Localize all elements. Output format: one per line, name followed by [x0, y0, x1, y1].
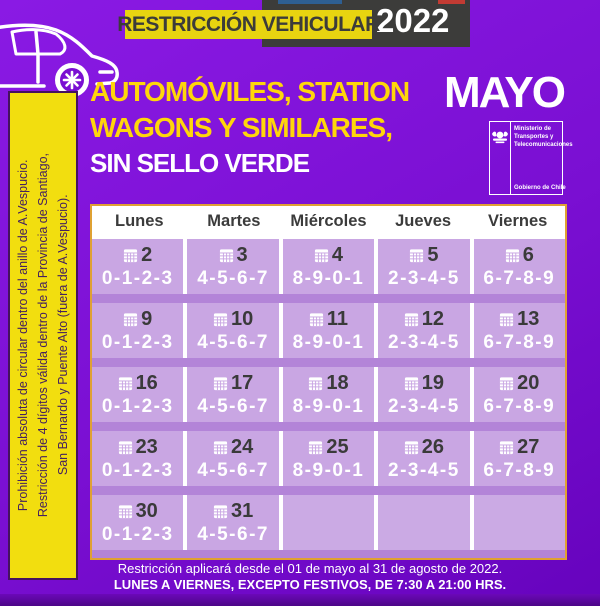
day-header-friday: Viernes [488, 211, 548, 230]
restricted-digits: 0-1-2-3 [101, 395, 174, 417]
calendar-cell [474, 431, 565, 486]
calendar-row [92, 367, 565, 422]
calendar-icon [213, 504, 228, 519]
ministry-name-line3: Telecomunicaciones [514, 141, 573, 148]
calendar-icon [219, 248, 234, 263]
calendar-cell [92, 431, 183, 486]
calendar-icon [118, 504, 133, 519]
restricted-digits: 8-9-0-1 [292, 331, 365, 353]
calendar-cell [283, 239, 374, 294]
calendar-day-headers [92, 206, 565, 239]
calendar-cell [187, 495, 278, 550]
title-line-1: AUTOMÓVILES, STATION [90, 76, 410, 107]
date-line [118, 500, 158, 523]
calendar-row [92, 495, 565, 550]
calendar-icon [308, 440, 323, 455]
calendar-cell [283, 367, 374, 422]
day-header-thursday: Jueves [395, 211, 452, 230]
calendar-icon [499, 376, 514, 391]
restricted-digits: 0-1-2-3 [101, 331, 174, 353]
date-line [308, 372, 348, 395]
calendar-cell [92, 367, 183, 422]
date-number: 27 [517, 435, 540, 458]
bottom-shade-strip [0, 594, 600, 606]
year-label: 2022 [376, 2, 450, 39]
calendar-cell-empty [378, 495, 469, 550]
restricted-digits: 0-1-2-3 [101, 523, 174, 545]
ministry-name-line1: Ministerio de [514, 126, 552, 132]
month-label: MAYO [444, 68, 564, 117]
day-header-tuesday: Martes [207, 211, 261, 230]
date-line [118, 436, 158, 459]
date-line [309, 308, 348, 331]
calendar-body [92, 239, 565, 550]
calendar-cell [474, 367, 565, 422]
date-line [118, 372, 158, 395]
restricted-digits: 8-9-0-1 [292, 459, 365, 481]
restricted-digits: 4-5-6-7 [197, 459, 269, 481]
calendar-cell [92, 495, 183, 550]
date-number: 10 [230, 307, 254, 330]
footer-line-2: LUNES A VIERNES, EXCEPTO FESTIVOS, DE 7:30 A 21:00 HRS. [113, 577, 507, 592]
calendar-cell [283, 303, 374, 358]
date-number: 30 [135, 499, 158, 522]
date-line [308, 436, 348, 459]
calendar-icon [213, 440, 228, 455]
date-line [404, 436, 444, 459]
restricted-digits: 8-9-0-1 [292, 395, 365, 417]
calendar-cell [92, 239, 183, 294]
sidebar-restriction-note [8, 91, 78, 580]
calendar-icon [309, 312, 324, 327]
date-line [409, 244, 438, 267]
calendar-cell [378, 303, 469, 358]
date-line [404, 372, 444, 395]
restricted-digits: 2-3-4-5 [388, 395, 460, 417]
date-number: 19 [421, 371, 445, 394]
title-line-3: SIN SELLO VERDE [90, 148, 310, 178]
calendar-row [92, 431, 565, 486]
banner-title: RESTRICCIÓN VEHICULAR [125, 10, 372, 39]
calendar-cell [187, 367, 278, 422]
calendar-cell [283, 431, 374, 486]
calendar-cell [187, 303, 278, 358]
calendar-icon [123, 248, 138, 263]
date-number: 26 [421, 435, 445, 458]
ministry-logo-text [511, 122, 575, 194]
date-line [505, 244, 534, 267]
sidebar-text [13, 153, 73, 517]
date-number: 4 [331, 243, 344, 266]
date-number: 16 [135, 371, 158, 394]
title-line-2: WAGONS Y SIMILARES, [90, 112, 393, 143]
restricted-digits: 8-9-0-1 [292, 267, 365, 289]
restricted-digits: 4-5-6-7 [197, 395, 269, 417]
calendar-icon [404, 440, 419, 455]
date-number: 31 [230, 499, 254, 522]
chile-coat-of-arms-icon [490, 122, 511, 194]
date-line [123, 244, 152, 267]
date-number: 3 [236, 243, 248, 266]
calendar-cell [378, 239, 469, 294]
calendar-icon [118, 440, 133, 455]
date-line [499, 372, 539, 395]
date-number: 11 [326, 307, 349, 330]
sidebar-line-2: Restricción de 4 dígitos válida dentro de la Provincia de Santiago, [36, 153, 50, 518]
calendar-icon [213, 376, 228, 391]
calendar-icon [409, 248, 424, 263]
date-number: 23 [135, 435, 158, 458]
date-number: 20 [517, 371, 540, 394]
date-line [213, 436, 253, 459]
date-number: 25 [326, 435, 349, 458]
restricted-digits: 4-5-6-7 [197, 331, 269, 353]
restricted-digits: 6-7-8-9 [483, 395, 556, 417]
calendar-icon [118, 376, 133, 391]
date-number: 17 [230, 371, 254, 394]
footer-note [40, 561, 580, 592]
day-header-monday: Lunes [115, 211, 164, 230]
calendar-icon [404, 376, 419, 391]
ministry-name [514, 126, 573, 149]
date-line [123, 308, 152, 331]
restricted-digits: 2-3-4-5 [388, 267, 460, 289]
date-number: 5 [427, 243, 439, 266]
calendar-icon [213, 312, 228, 327]
date-line [213, 308, 253, 331]
calendar-cell [187, 239, 278, 294]
ministry-name-line2: Transportes y [514, 133, 554, 140]
footer-line-1: Restricción aplicará desde el 01 de mayo al 31 de agosto de 2022. [117, 561, 503, 576]
restricted-digits: 6-7-8-9 [483, 459, 556, 481]
date-line [499, 308, 539, 331]
sidebar-line-1: Prohibición absoluta de circular dentro del anillo de A.Vespucio. [16, 159, 30, 512]
calendar-icon [123, 312, 138, 327]
date-number: 18 [326, 371, 349, 394]
restricted-digits: 6-7-8-9 [483, 331, 556, 353]
flag-strip-blue [278, 0, 342, 4]
date-line [219, 244, 248, 267]
calendar-row [92, 303, 565, 358]
restricted-digits: 2-3-4-5 [388, 331, 460, 353]
date-number: 9 [141, 307, 153, 330]
date-number: 6 [522, 243, 534, 266]
date-number: 24 [230, 435, 254, 458]
date-line [213, 372, 253, 395]
restriction-calendar [90, 204, 567, 560]
calendar-row [92, 239, 565, 294]
restricted-digits: 0-1-2-3 [101, 267, 174, 289]
calendar-icon [308, 376, 323, 391]
calendar-icon [499, 312, 514, 327]
date-line [213, 500, 253, 523]
calendar-cell-empty [474, 495, 565, 550]
calendar-icon [499, 440, 514, 455]
calendar-icon [404, 312, 419, 327]
calendar-cell [378, 367, 469, 422]
restricted-digits: 4-5-6-7 [197, 523, 269, 545]
restricted-digits: 4-5-6-7 [197, 267, 269, 289]
restricted-digits: 6-7-8-9 [483, 267, 556, 289]
calendar-icon [505, 248, 520, 263]
restricted-digits: 0-1-2-3 [101, 459, 174, 481]
date-number: 2 [141, 243, 153, 266]
government-label: Gobierno de Chile [514, 185, 566, 191]
calendar-cell [378, 431, 469, 486]
calendar-cell [474, 303, 565, 358]
restricted-digits: 2-3-4-5 [388, 459, 460, 481]
calendar-cell [474, 239, 565, 294]
sidebar-line-3: San Bernardo y Puente Alto (fuera de A.Vespucio). [56, 195, 70, 476]
date-number: 12 [421, 307, 445, 330]
calendar-icon [314, 248, 329, 263]
calendar-cell [92, 303, 183, 358]
date-line [404, 308, 444, 331]
day-header-wednesday: Miércoles [290, 211, 367, 230]
calendar-cell-empty [283, 495, 374, 550]
ministry-logo [489, 121, 573, 195]
date-number: 13 [517, 307, 540, 330]
date-line [499, 436, 539, 459]
date-line [314, 244, 343, 267]
calendar-cell [187, 431, 278, 486]
